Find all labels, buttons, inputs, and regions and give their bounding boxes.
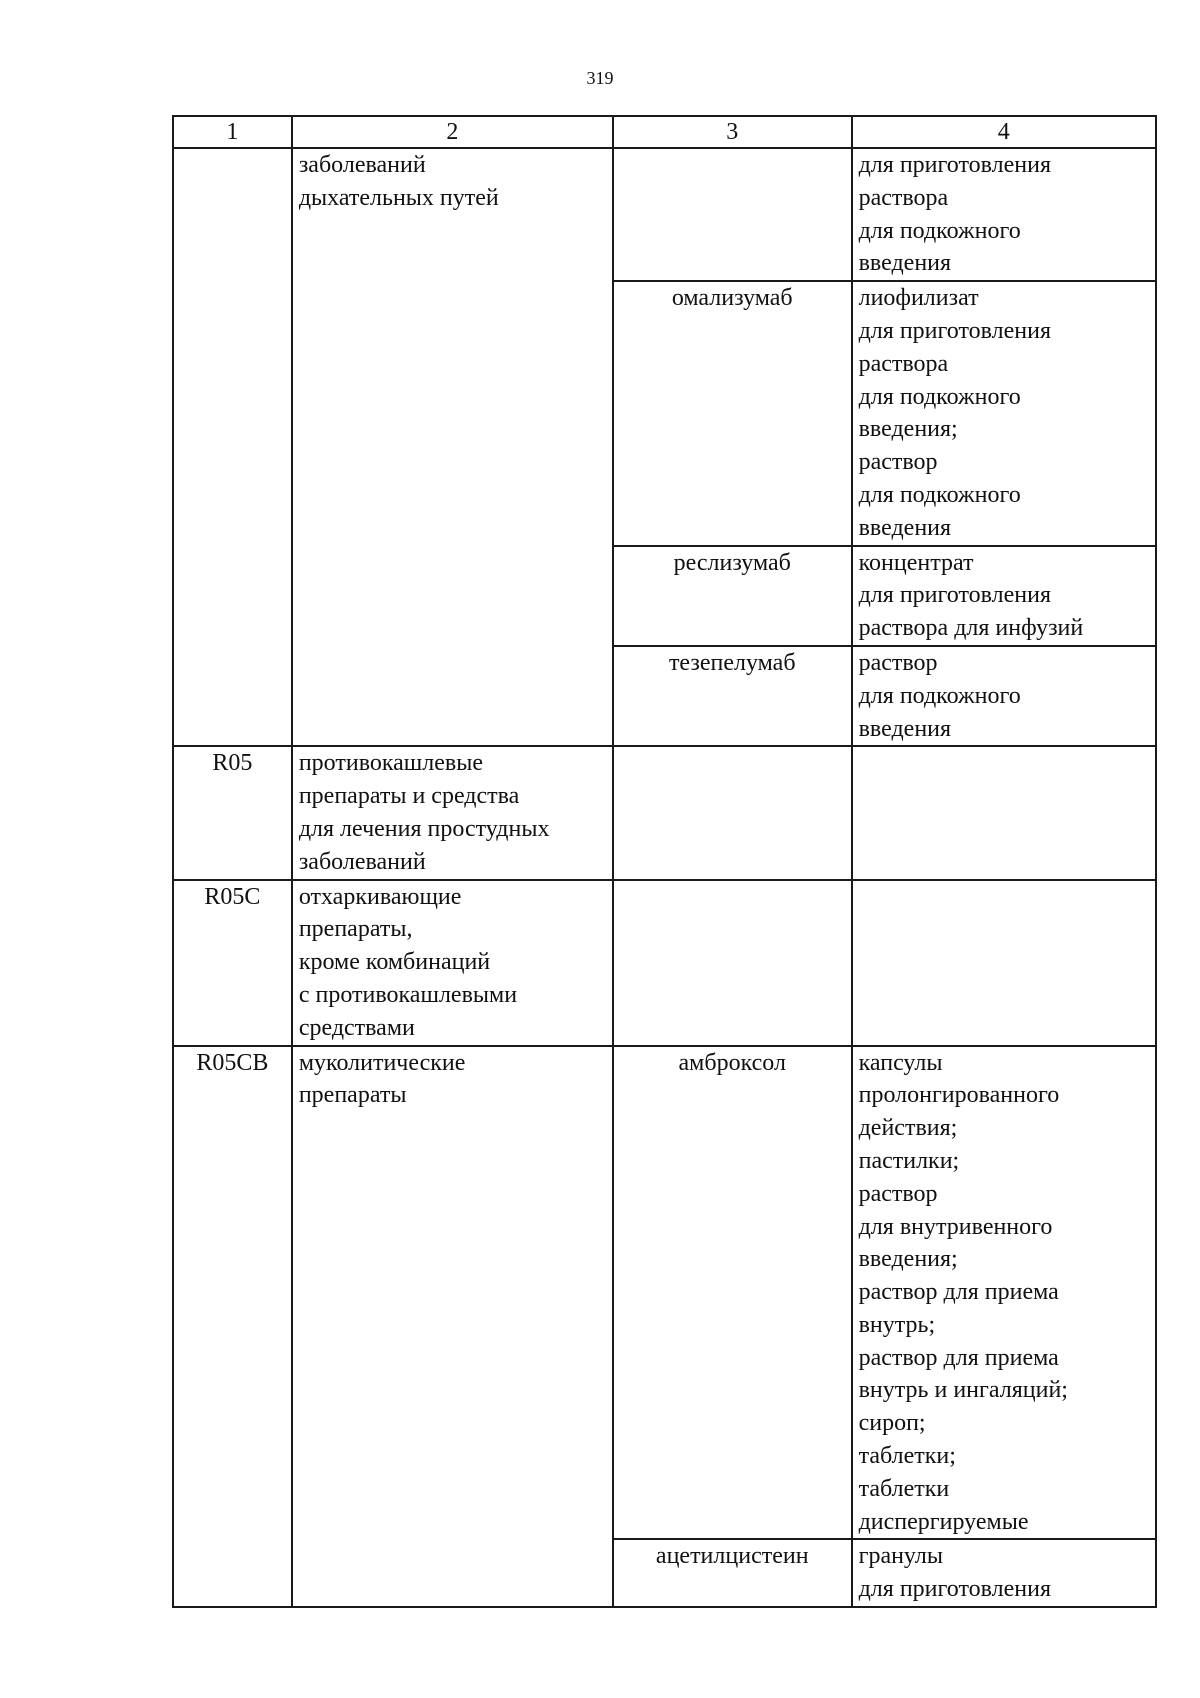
table-row: [173, 1046, 1156, 1540]
column-header: 2: [292, 116, 613, 148]
table-row: [173, 148, 1156, 281]
atc-group-description: муколитические препараты: [292, 1046, 613, 1608]
drug-name-cell: [613, 148, 852, 281]
column-header: 1: [173, 116, 292, 148]
table-row: [173, 880, 1156, 1046]
column-header: 3: [613, 116, 852, 148]
dosage-forms-cell: для приготовления раствора для подкожного введения: [852, 148, 1156, 281]
drug-name-cell: [613, 880, 852, 1046]
dosage-forms-cell: [852, 880, 1156, 1046]
table-row: [173, 746, 1156, 879]
dosage-forms-cell: раствор для подкожного введения: [852, 646, 1156, 746]
atc-code-cell: [173, 148, 292, 746]
page-number: 319: [586, 68, 614, 88]
dosage-forms-cell: гранулы для приготовления: [852, 1539, 1156, 1607]
drug-name-cell: омализумаб: [613, 281, 852, 545]
atc-drug-table: [172, 115, 1157, 1608]
atc-group-description: заболеваний дыхательных путей: [292, 148, 613, 746]
atc-code-cell: R05C: [173, 880, 292, 1046]
drug-name-cell: [613, 746, 852, 879]
dosage-forms-cell: концентрат для приготовления раствора для инфузий: [852, 546, 1156, 646]
dosage-forms-cell: [852, 746, 1156, 879]
atc-group-description: отхаркивающие препараты, кроме комбинаций с противокашлевыми средствами: [292, 880, 613, 1046]
drug-name-cell: тезепелумаб: [613, 646, 852, 746]
drug-name-cell: ацетилцистеин: [613, 1539, 852, 1607]
atc-code-cell: R05: [173, 746, 292, 879]
dosage-forms-cell: капсулы пролонгированного действия; пастилки; раствор для внутривенного введения; раствор для приема внутрь; раствор для приема внутрь и ингаляций; сироп; таблетки; таблетки диспергируемые: [852, 1046, 1156, 1540]
dosage-forms-cell: лиофилизат для приготовления раствора для подкожного введения; раствор для подкожного введения: [852, 281, 1156, 545]
table-header-row: [173, 116, 1156, 148]
drug-name-cell: реслизумаб: [613, 546, 852, 646]
column-header: 4: [852, 116, 1156, 148]
atc-group-description: противокашлевые препараты и средства для лечения простудных заболеваний: [292, 746, 613, 879]
drug-name-cell: амброксол: [613, 1046, 852, 1540]
atc-code-cell: R05CB: [173, 1046, 292, 1608]
